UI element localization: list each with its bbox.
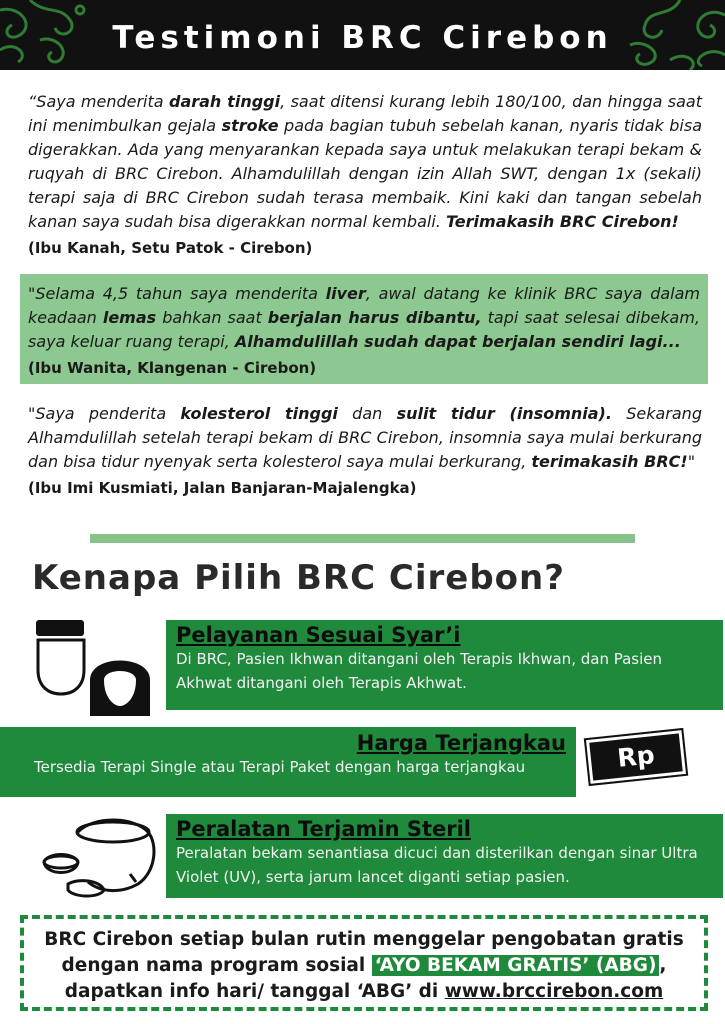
batik-ornament-right: [610, 0, 725, 70]
header-banner: [0, 0, 725, 70]
feature-syari: [166, 620, 723, 710]
feature-steril: [166, 814, 723, 898]
feature-heading: Pelayanan Sesuai Syar’i: [176, 623, 461, 647]
feature-text: Tersedia Terapi Single atau Terapi Paket dengan harga terjangkau: [34, 758, 526, 776]
testimonial-author: (Ibu Imi Kusmiati, Jalan Banjaran-Majalengka): [28, 479, 417, 497]
free-program-notice: [20, 915, 708, 1011]
feature-harga: [0, 727, 576, 797]
rupiah-icon: Rp: [586, 730, 686, 784]
ikhwan-akhwat-icon: [30, 618, 165, 718]
page-title: Testimoni BRC Cirebon: [112, 20, 613, 56]
notice-line-1: BRC Cirebon setiap bulan rutin menggelar pengobatan gratis: [44, 929, 684, 950]
cupping-cup-icon: [38, 812, 163, 902]
testimonial-author: (Ibu Kanah, Setu Patok - Cirebon): [28, 239, 313, 257]
website-link[interactable]: www.brccirebon.com: [444, 981, 664, 1002]
feature-text: Di BRC, Pasien Ikhwan ditangani oleh Terapis Ikhwan, dan Pasien Akhwat ditangani oleh Terapis Akhwat.: [176, 650, 662, 692]
section-divider: [90, 534, 635, 543]
feature-text: Peralatan bekam senantiasa dicuci dan disterilkan dengan sinar Ultra Violet (UV), serta jarum lancet diganti setiap pasien.: [176, 844, 698, 886]
feature-heading: Harga Terjangkau: [356, 731, 566, 755]
program-name-highlight: ‘AYO BEKAM GRATIS’ (ABG): [372, 955, 660, 976]
notice-line-2: dengan nama program sosial ‘AYO BEKAM GRATIS’ (ABG) ,: [61, 955, 667, 976]
testimonial-1: “Saya menderita darah tinggi, saat ditensi kurang lebih 180/100, dan hingga saat ini menimbulkan gejala stroke pada bagian tubuh sebelah kanan, nyaris tidak bisa digerakkan. Ada yang menyarankan kepada saya untuk melakukan terapi bekam & ruqyah di BRC Cirebon. Alhamdulillah dengan izin Allah SWT, dengan 1x (sekali) terapi saja di BRC Cirebon sudah terasa membaik. Kini kaki dan tangan sebelah kanan saya sudah bisa digerakkan normal kembali. Terimakasih BRC Cirebon! (Ibu Kanah, Setu Patok - Cirebon): [28, 90, 702, 260]
notice-line-3: dapatkan info hari/ tanggal ‘ABG’ di www.brccirebon.com: [64, 981, 664, 1002]
testimonial-2: "Selama 4,5 tahun saya menderita liver, awal datang ke klinik BRC saya dalam keadaan lemas bahkan saat berjalan harus dibantu, tapi saat selesai dibekam, saya keluar ruang terapi, Alhamdulillah sudah dapat berjalan sendiri lagi... (Ibu Wanita, Klangenan - Cirebon): [28, 282, 700, 380]
testimonial-author: (Ibu Wanita, Klangenan - Cirebon): [28, 359, 317, 377]
feature-heading: Peralatan Terjamin Steril: [176, 817, 472, 841]
testimonial-3: "Saya penderita kolesterol tinggi dan sulit tidur (insomnia). Sekarang Alhamdulillah setelah terapi bekam di BRC Cirebon, insomnia saya mulai berkurang dan bisa tidur nyenyak serta kolesterol saya mulai berkurang, terimakasih BRC!" (Ibu Imi Kusmiati, Jalan Banjaran-Majalengka): [28, 402, 702, 500]
section-title: Kenapa Pilih BRC Cirebon?: [32, 558, 565, 598]
